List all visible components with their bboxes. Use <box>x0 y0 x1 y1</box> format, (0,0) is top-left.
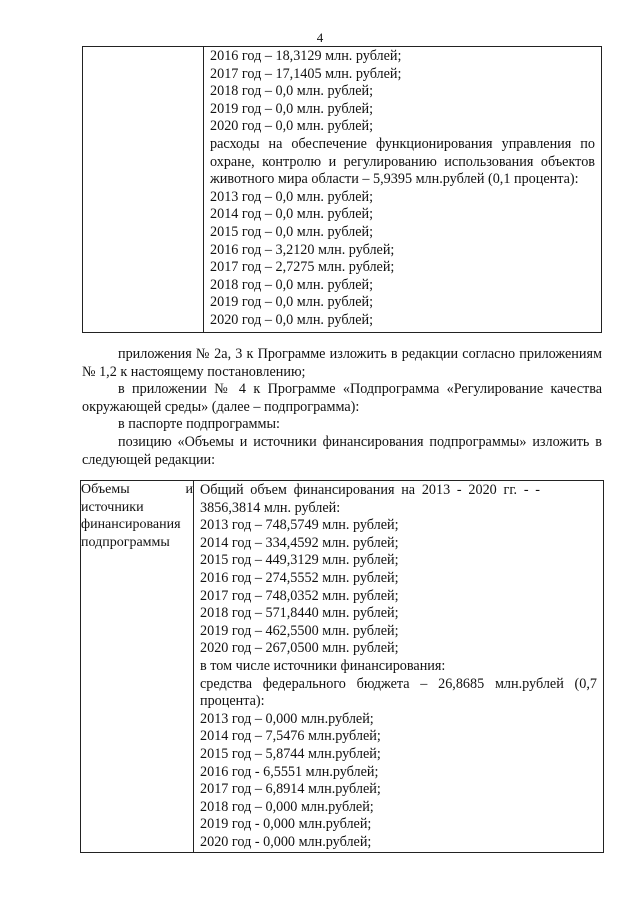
funding-line: 2019 год – 462,5500 млн. рублей; <box>200 622 399 639</box>
funding-line: 2020 год – 267,0500 млн. рублей; <box>200 640 399 657</box>
funding-line: 2014 год – 7,5476 млн.рублей; <box>200 728 381 745</box>
funding-line: 2020 год – 0,0 млн. рублей; <box>210 118 374 135</box>
funding-line: 2018 год – 0,000 млн.рублей; <box>200 798 374 815</box>
funding-line: 2014 год – 0,0 млн. рублей; <box>210 206 374 223</box>
federal-budget-paragraph: средства федерального бюджета – 26,8685 млн.рублей (0,7 процента): <box>200 675 597 710</box>
table-continuation-value-cell <box>204 47 602 333</box>
funding-sources-heading: в том числе источники финансирования: <box>200 657 446 674</box>
table-funding-value-cell <box>194 481 604 853</box>
body-paragraph: приложения № 2а, 3 к Программе изложить в редакции согласно приложениям № 1,2 к настоящему постановлению; <box>82 346 602 380</box>
funding-line: 2013 год – 748,5749 млн. рублей; <box>200 517 399 534</box>
table-funding-label-cell <box>81 481 194 853</box>
funding-line: 2013 год – 0,000 млн.рублей; <box>200 710 374 727</box>
body-paragraph: в паспорте подпрограммы: <box>118 416 280 433</box>
body-paragraph: в приложении № 4 к Программе «Подпрограмма «Регулирование качества окружающей среды» (далее – подпрограмма): <box>82 381 602 415</box>
funding-line: 2015 год – 0,0 млн. рублей; <box>210 223 374 240</box>
funding-line: 2017 год – 748,0352 млн. рублей; <box>200 587 399 604</box>
funding-line: 2016 год – 3,2120 млн. рублей; <box>210 241 395 258</box>
funding-line: 2019 год – 0,0 млн. рублей; <box>210 294 374 311</box>
table-continuation <box>82 46 602 333</box>
expenses-paragraph: расходы на обеспечение функционирования управления по охране, контролю и регулированию использования объектов животного мира области – 5,9395 млн.рублей (0,1 процента): <box>210 135 595 188</box>
funding-line: 2018 год – 571,8440 млн. рублей; <box>200 605 399 622</box>
funding-line: 2019 год – 0,0 млн. рублей; <box>210 100 374 117</box>
funding-total: Общий объем финансирования на 2013 - 2020 гг. - - 3856,3814 млн. рублей: <box>200 482 540 516</box>
funding-line: 2015 год – 5,8744 млн.рублей; <box>200 745 381 762</box>
page-number: 4 <box>316 30 324 45</box>
body-paragraph: позицию «Объемы и источники финансирования подпрограммы» изложить в следующей редакции: <box>82 433 602 468</box>
funding-line: 2020 год - 0,000 млн.рублей; <box>200 833 372 850</box>
funding-line: 2014 год – 334,4592 млн. рублей; <box>200 534 399 551</box>
funding-line: 2016 год – 18,3129 млн. рублей; <box>210 48 402 64</box>
funding-line: 2016 год - 6,5551 млн.рублей; <box>200 763 379 780</box>
funding-line: 2015 год – 449,3129 млн. рублей; <box>200 552 399 569</box>
table-funding <box>80 480 604 853</box>
funding-line: 2018 год – 0,0 млн. рублей; <box>210 276 374 293</box>
funding-line: 2013 год – 0,0 млн. рублей; <box>210 188 374 205</box>
funding-label: Объемы и источники финансирования подпрограммы <box>81 482 193 550</box>
funding-line: 2018 год – 0,0 млн. рублей; <box>210 83 374 100</box>
funding-line: 2020 год – 0,0 млн. рублей; <box>210 311 374 328</box>
funding-line: 2016 год – 274,5552 млн. рублей; <box>200 569 399 586</box>
funding-line: 2017 год – 6,8914 млн.рублей; <box>200 781 381 798</box>
table-continuation-label-cell <box>83 47 204 333</box>
funding-line: 2019 год - 0,000 млн.рублей; <box>200 816 372 833</box>
funding-line: 2017 год – 2,7275 млн. рублей; <box>210 259 395 276</box>
funding-line: 2017 год – 17,1405 млн. рублей; <box>210 65 402 82</box>
body-text <box>82 346 602 469</box>
